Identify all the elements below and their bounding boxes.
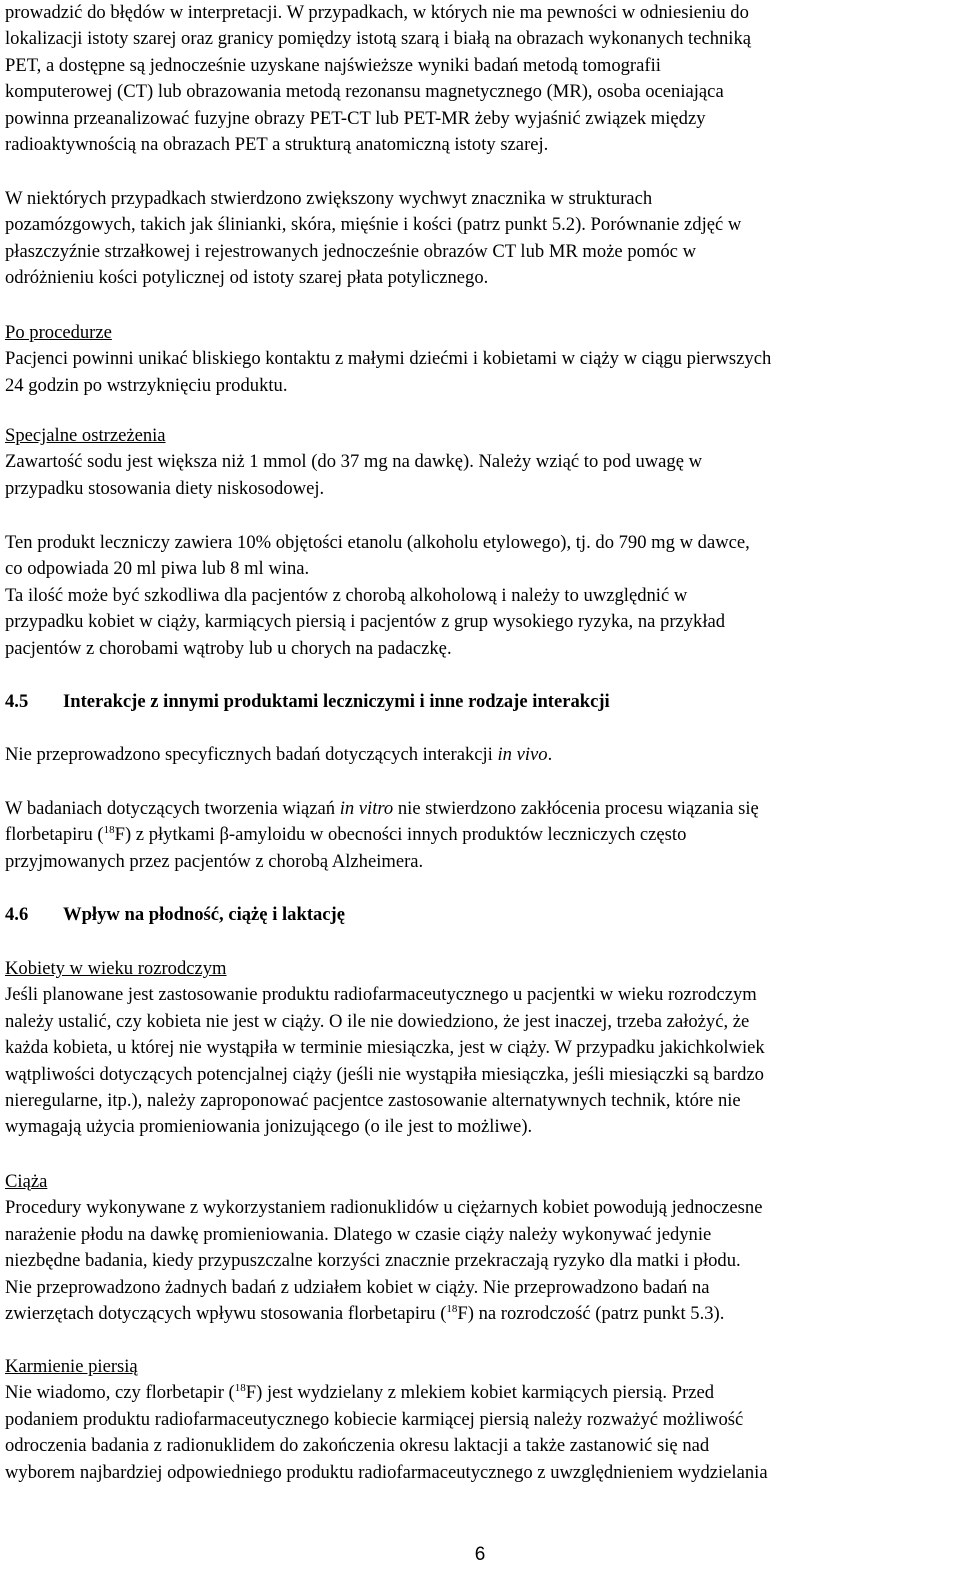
text-line: pozamózgowych, takich jak ślinianki, skóra, mięśnie i kości (patrz punkt 5.2). Porównanie zdjęć w: [5, 214, 742, 236]
isotope-superscript: 18: [103, 824, 115, 837]
text-line: radioaktywnością na obrazach PET a strukturą anatomiczną istoty szarej.: [5, 134, 549, 156]
pregnancy-heading: Ciąża: [5, 1171, 48, 1192]
isotope-superscript: 18: [446, 1303, 458, 1316]
page-number: 6: [474, 1544, 486, 1565]
text-line: Zawartość sodu jest większa niż 1 mmol (do 37 mg na dawkę). Należy wziąć to pod uwagę w: [5, 451, 703, 473]
section-number: 4.5: [5, 691, 29, 712]
text-line: odróżnieniu kości potylicznej od istoty szarej płata potylicznego.: [5, 267, 489, 289]
pregnancy-section: [5, 1169, 955, 1327]
text-line: Ta ilość może być szkodliwa dla pacjentów z chorobą alkoholową i należy to uwzględnić w: [5, 584, 688, 606]
text-line: Ten produkt leczniczy zawiera 10% objętości etanolu (alkoholu etylowego), tj. do 790 mg w dawce,: [5, 532, 750, 553]
breastfeeding-section: [5, 1354, 955, 1486]
text-fragment: F) z płytkami β-amyloidu w obecności innych produktów leczniczych często: [114, 824, 687, 846]
text-line: płaszczyźnie strzałkowej i rejestrowanych jednocześnie obrazów CT lub MR może pomóc w: [5, 240, 697, 262]
text-line: wymagają użycia promieniowania jonizującego (o ile jest to możliwe).: [5, 1116, 533, 1138]
text-line: należy ustalić, czy kobieta nie jest w ciąży. O ile nie dowiedziono, że jest inaczej, trzeba założyć, że: [5, 1010, 750, 1032]
text-line: Pacjenci powinni unikać bliskiego kontaktu z małymi dziećmi i kobietami w ciąży w ciągu pierwszych: [5, 348, 772, 370]
text-line: lokalizacji istoty szarej oraz granicy pomiędzy istotą szarą i białą na obrazach wykonanych techniką: [5, 28, 752, 50]
paragraph-uptake: [5, 186, 955, 292]
text-fragment: F) jest wydzielany z mlekiem kobiet karmiących piersią. Przed: [245, 1382, 715, 1404]
section-title: Wpływ na płodność, ciążę i laktację: [63, 904, 346, 925]
isotope-superscript: 18: [234, 1382, 246, 1395]
text-line: powinna przeanalizować fuzyjne obrazy PET-CT lub PET-MR żeby wyjaśnić związek między: [5, 107, 706, 129]
text-fragment: Nie wiadomo, czy florbetapir (: [5, 1382, 235, 1404]
text-fragment: W badaniach dotyczących tworzenia wiązań: [5, 798, 340, 819]
text-line: W niektórych przypadkach stwierdzono zwiększony wychwyt znacznika w strukturach: [5, 188, 653, 209]
warnings-heading: Specjalne ostrzeżenia: [5, 425, 166, 446]
text-line: przypadku kobiet w ciąży, karmiących piersią i pacjentów z grup wysokiego ryzyka, na przykład: [5, 611, 726, 633]
childbearing-section: [5, 956, 955, 1141]
paragraph-ethanol: [5, 530, 955, 662]
section-number: 4.6: [5, 904, 29, 925]
section-4-5-heading: [5, 689, 955, 715]
text-line: przypadku stosowania diety niskosodowej.: [5, 477, 325, 499]
text-line: przyjmowanych przez pacjentów z chorobą Alzheimera.: [5, 850, 424, 872]
text-fragment: nie stwierdzono zakłócenia procesu wiązania się: [393, 798, 759, 819]
italic-term: in vivo: [497, 744, 548, 765]
text-line: PET, a dostępne są jednocześnie uzyskane najświeższe wyniki badań metodą tomografii: [5, 54, 661, 76]
after-procedure-heading: Po procedurze: [5, 322, 112, 343]
text-fragment: .: [547, 744, 553, 765]
section-title: Interakcje z innymi produktami leczniczymi i inne rodzaje interakcji: [63, 691, 610, 712]
text-fragment: florbetapiru (: [5, 824, 104, 846]
text-line: każda kobieta, u której nie wystąpiła w terminie miesiączka, jest w ciąży. W przypadku jakichkolwiek: [5, 1037, 765, 1059]
text-fragment: zwierzętach dotyczących wpływu stosowania florbetapiru (: [5, 1303, 447, 1325]
text-line: narażenie płodu na dawkę promieniowania. Dlatego w czasie ciąży należy wykonywać jedynie: [5, 1223, 712, 1245]
breastfeeding-heading: Karmienie piersią: [5, 1356, 138, 1377]
text-line: wyborem najbardziej odpowiedniego produktu radiofarmaceutycznego z uwzględnieniem wydzielania: [5, 1461, 768, 1483]
text-line: Jeśli planowane jest zastosowanie produktu radiofarmaceutycznego u pacjentki w wieku rozrodczym: [5, 984, 757, 1006]
text-line: pacjentów z chorobami wątroby lub u chorych na padaczkę.: [5, 637, 452, 659]
after-procedure-section: [5, 320, 955, 399]
paragraph-invitro: [5, 796, 955, 875]
warnings-section: [5, 423, 955, 502]
paragraph-interpretation: [5, 0, 955, 158]
text-line: Procedury wykonywane z wykorzystaniem radionuklidów u ciężarnych kobiet powodują jednoczesne: [5, 1197, 763, 1219]
text-line: co odpowiada 20 ml piwa lub 8 ml wina.: [5, 558, 310, 580]
childbearing-heading: Kobiety w wieku rozrodczym: [5, 958, 227, 979]
text-fragment: F) na rozrodczość (patrz punkt 5.3).: [457, 1303, 725, 1325]
text-line: nieregularne, itp.), należy zaproponować pacjentce zastosowanie alternatywnych technik, które nie: [5, 1090, 741, 1112]
text-fragment: Nie przeprowadzono specyficznych badań dotyczących interakcji: [5, 744, 498, 765]
text-line: 24 godzin po wstrzyknięciu produktu.: [5, 374, 288, 396]
text-line: wątpliwości dotyczących potencjalnej ciąży (jeśli nie wystąpiła miesiączka, jeśli miesiączki są bardzo: [5, 1063, 764, 1085]
text-line: niezbędne badania, kiedy przypuszczalne korzyści znacznie przekraczają ryzyko dla matki i płodu.: [5, 1250, 741, 1272]
text-line: komputerowej (CT) lub obrazowania metodą rezonansu magnetycznego (MR), osoba oceniająca: [5, 81, 724, 103]
text-line: Nie przeprowadzono żadnych badań z udziałem kobiet w ciąży. Nie przeprowadzono badań na: [5, 1276, 710, 1298]
paragraph-invivo: [5, 742, 955, 768]
section-4-6-heading: [5, 902, 955, 928]
text-line: podaniem produktu radiofarmaceutycznego kobiecie karmiącej piersią należy rozważyć możliwość: [5, 1408, 744, 1430]
text-line: odroczenia badania z radionuklidem do zakończenia okresu laktacji a także zastanowić się nad: [5, 1435, 710, 1457]
italic-term: in vitro: [339, 798, 394, 819]
text-line: prowadzić do błędów w interpretacji. W przypadkach, w których nie ma pewności w odniesieniu do: [5, 2, 749, 23]
